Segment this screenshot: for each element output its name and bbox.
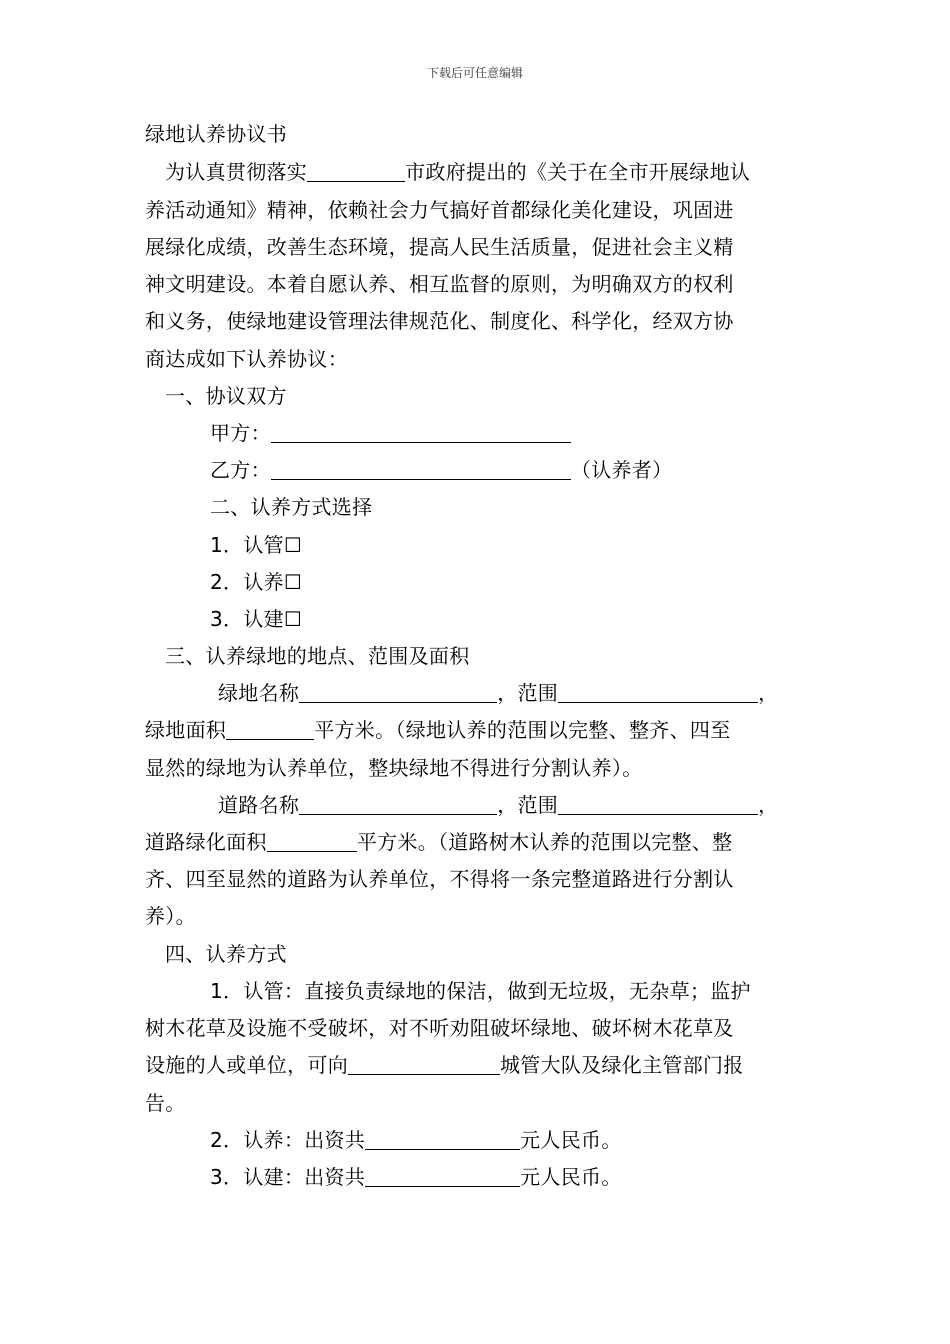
city-management-blank[interactable] <box>348 1052 500 1075</box>
item1-line-3: 设施的人或单位，可向 城管大队及绿化主管部门报 <box>145 1053 744 1077</box>
item3-row: 3．认建：出资共 元人民币。 <box>210 1165 622 1189</box>
green-area-blank[interactable] <box>226 717 314 740</box>
intro-line-2: 养活动通知》精神，依赖社会力气搞好首都绿化美化建设，巩固进 <box>145 198 734 222</box>
item2-row: 2．认养：出资共 元人民币。 <box>210 1128 622 1152</box>
road-note-line-2: 养）。 <box>145 904 196 928</box>
section3-heading: 三、认养绿地的地点、范围及面积 <box>165 644 470 668</box>
item1-line-2: 树木花草及设施不受破坏，对不听劝阻破坏绿地、破坏树木花草及 <box>145 1016 734 1040</box>
road-area-row: 道路绿化面积 平方米。（道路树木认养的范围以完整、整 <box>145 830 733 854</box>
green-name-row: 绿地名称 ，范围 ， <box>218 681 779 705</box>
intro-line-3: 展绿化成绩，改善生态环境，提高人民生活质量，促进社会主义精 <box>145 235 734 259</box>
document-title: 绿地认养协议书 <box>145 122 288 146</box>
item1-line-1: 1．认管：直接负责绿地的保洁，做到无垃圾，无杂草；监护 <box>210 979 751 1003</box>
section2-heading: 二、认养方式选择 <box>210 495 373 519</box>
header-note: 下载后可任意编辑 <box>426 66 523 80</box>
party-b-blank[interactable] <box>271 457 571 480</box>
option-maintain[interactable]: 2．认养☐ <box>210 570 303 594</box>
road-name-blank[interactable] <box>299 792 497 815</box>
option-build[interactable]: 3．认建☐ <box>210 607 303 631</box>
intro-line-5: 和义务，使绿地建设管理法律规范化、制度化、科学化，经双方协 <box>145 309 734 333</box>
road-name-row: 道路名称 ，范围 ， <box>218 793 779 817</box>
build-amount-blank[interactable] <box>365 1164 520 1187</box>
section1-heading: 一、协议双方 <box>165 384 287 408</box>
option-manage[interactable]: 1．认管☐ <box>210 533 303 557</box>
road-area-blank[interactable] <box>267 829 357 852</box>
intro-line-4: 神文明建设。本着自愿认养、相互监督的原则，为明确双方的权利 <box>145 272 734 296</box>
green-note-line: 显然的绿地为认养单位，整块绿地不得进行分割认养）。 <box>145 756 643 780</box>
city-blank[interactable] <box>307 159 405 182</box>
green-scope-blank[interactable] <box>558 680 758 703</box>
road-note-line-1: 齐、四至显然的道路为认养单位，不得将一条完整道路进行分割认 <box>145 867 734 891</box>
item1-line-4: 告。 <box>145 1091 186 1115</box>
green-area-row: 绿地面积 平方米。（绿地认养的范围以完整、整齐、四至 <box>145 718 731 742</box>
party-a-blank[interactable] <box>271 420 571 443</box>
maintain-amount-blank[interactable] <box>365 1127 520 1150</box>
intro-line-1: 为认真贯彻落实 市政府提出的《关于在全市开展绿地认 <box>165 160 751 184</box>
party-b-row: 乙方： （认养者） <box>210 458 673 482</box>
party-a-row: 甲方： <box>210 419 571 447</box>
section4-heading: 四、认养方式 <box>165 942 287 966</box>
green-name-blank[interactable] <box>299 680 497 703</box>
intro-line-6: 商达成如下认养协议： <box>145 347 348 371</box>
road-scope-blank[interactable] <box>558 792 758 815</box>
